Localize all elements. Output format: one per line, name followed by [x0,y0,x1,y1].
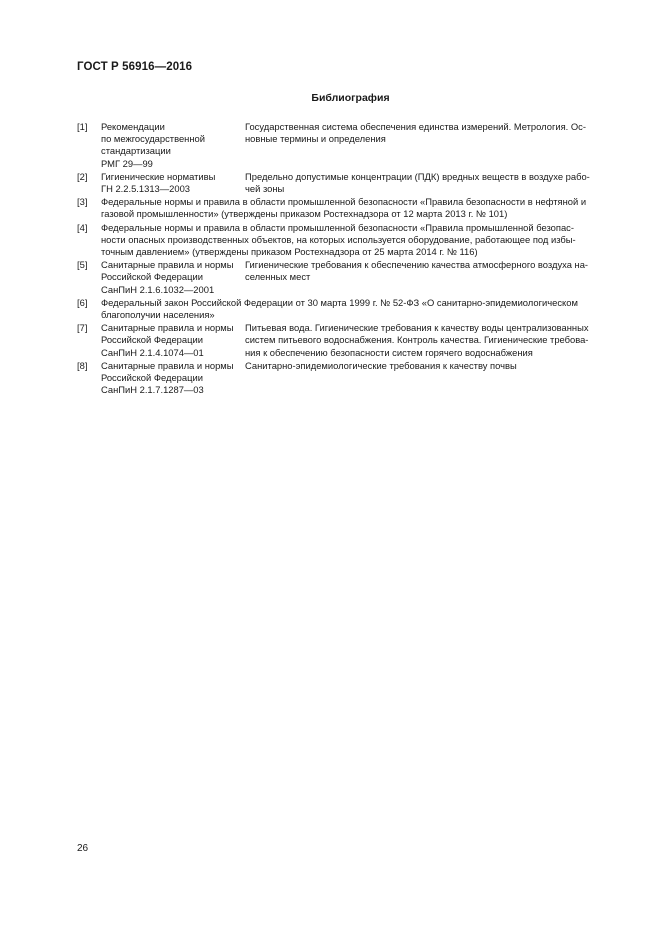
page-number: 26 [77,843,89,854]
bibliography-entry [77,171,617,195]
bibliography-entry [77,259,617,296]
description-line: селенных мест [245,271,311,283]
source-line: Гигиенические нормативы [101,170,216,182]
source-line: Санитарные правила и нормы [101,359,234,371]
bibliography-entry [77,121,617,170]
source-line: СанПиН 2.1.7.1287—03 [101,384,204,396]
entry-source [101,171,245,195]
source-line: по межгосударственной [101,133,205,145]
bibliography-entry [77,360,617,397]
full-text-line: Федеральные нормы и правила в области промышленной безопасности «Правила безопасности в нефтяной и [101,196,587,208]
document-code: ГОСТ Р 56916—2016 [77,61,193,73]
entry-number: [3] [77,196,88,208]
source-line: ГН 2.2.5.1313—2003 [101,183,190,195]
description-line: новные термины и определения [245,133,386,145]
full-text-line: точным давлением» (утверждены приказом Ростехнадзора от 25 марта 2014 г. № 116) [101,246,478,258]
source-line: Российской Федерации [101,271,203,283]
description-line: чей зоны [245,183,285,195]
description-line: Предельно допустимые концентрации (ПДК) вредных веществ в воздухе рабо- [245,170,590,182]
source-line: Санитарные правила и нормы [101,322,234,334]
description-line: Питьевая вода. Гигиенические требования к качеству воды централизованных [245,322,589,334]
source-line: Санитарные правила и нормы [101,259,234,271]
entry-source [101,121,245,170]
entry-full-text [101,196,617,220]
source-line: Российской Федерации [101,334,203,346]
full-text-line: благополучии населения» [101,309,215,321]
description-line: Гигиенические требования к обеспечению качества атмосферного воздуха на- [245,259,589,271]
bibliography-entry [77,196,617,220]
full-text-line: газовой промышленности» (утверждены приказом Ростехнадзора от 12 марта 2013 г. № 101) [101,208,508,220]
entry-number: [2] [77,170,88,182]
entry-full-text [101,297,617,321]
entry-description [245,322,617,359]
entry-number: [7] [77,322,88,334]
entry-number: [6] [77,296,88,308]
source-line: СанПиН 2.1.4.1074—01 [101,346,204,358]
full-text-line: Федеральные нормы и правила в области промышленной безопасности «Правила промышленной безопас- [101,221,574,233]
source-line: Рекомендации [101,121,165,132]
description-line: Государственная система обеспечения единства измерений. Метрология. Ос- [245,121,586,132]
entry-source [101,360,245,397]
page-title: Библиография [311,92,390,104]
full-text-line: ности опасных производственных объектов, на которых используется оборудование, работающее под избы- [101,233,576,245]
bibliography-entry [77,222,617,259]
source-line: Российской Федерации [101,372,203,384]
entry-source [101,259,245,296]
entry-number: [8] [77,359,88,371]
entry-full-text [101,222,617,259]
source-line: СанПиН 2.1.6.1032—2001 [101,283,215,295]
bibliography-entry [77,297,617,321]
description-line: ния к обеспечению безопасности систем горячего водоснабжения [245,346,533,358]
source-line: стандартизации [101,145,171,157]
entry-source [101,322,245,359]
description-line: Санитарно-эпидемиологические требования к качеству почвы [245,359,517,371]
entry-number: [1] [77,121,88,132]
source-line: РМГ 29—99 [101,157,153,169]
bibliography-entry [77,322,617,359]
entry-number: [4] [77,221,88,233]
full-text-line: Федеральный закон Российской Федерации от 30 марта 1999 г. № 52-ФЗ «О санитарно-эпидемиологическом [101,296,578,308]
entry-description [245,360,617,397]
bibliography-list [77,121,617,397]
entry-description [245,171,617,195]
entry-description [245,121,617,170]
entry-description [245,259,617,296]
entry-number: [5] [77,259,88,271]
description-line: систем питьевого водоснабжения. Контроль качества. Гигиенические требова- [245,334,589,346]
